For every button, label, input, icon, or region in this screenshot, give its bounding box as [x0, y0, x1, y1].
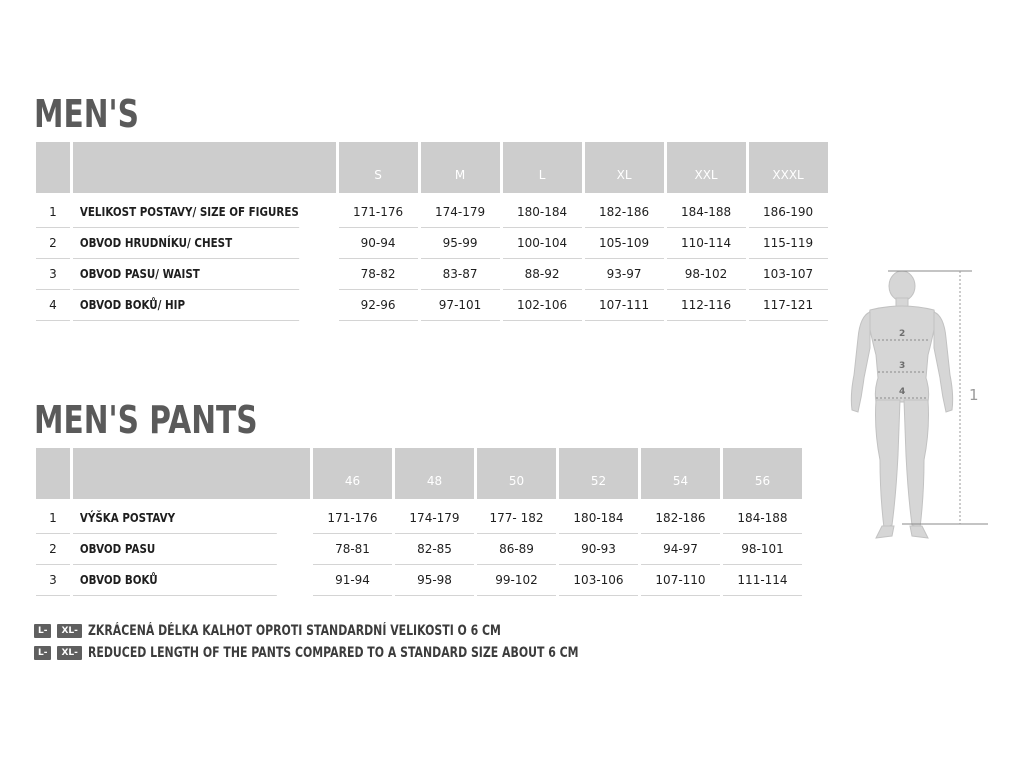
size-header: S	[339, 142, 418, 193]
row-number: 1	[36, 499, 70, 534]
note-text: REDUCED LENGTH OF THE PANTS COMPARED TO A STANDARD SIZE ABOUT 6 CM	[87, 645, 579, 661]
row-number: 4	[36, 290, 70, 321]
table-cell: 83-87	[421, 259, 500, 290]
size-header: 50	[477, 448, 556, 499]
table-cell: 174-179	[421, 193, 500, 228]
height-marker: 1	[969, 386, 979, 404]
row-number: 1	[36, 193, 70, 228]
table-cell: 110-114	[667, 228, 746, 259]
size-header: 52	[559, 448, 638, 499]
human-silhouette-icon	[851, 271, 952, 538]
table-cell: 88-92	[503, 259, 582, 290]
waist-marker: 3	[899, 361, 906, 371]
table-row	[36, 228, 828, 259]
size-header: XXL	[667, 142, 746, 193]
table-cell: 117-121	[749, 290, 828, 321]
table-cell: 115-119	[749, 228, 828, 259]
size-header: M	[421, 142, 500, 193]
size-badge-xl: XL-	[57, 624, 81, 638]
table-cell: 102-106	[503, 290, 582, 321]
table-cell: 107-111	[585, 290, 664, 321]
size-header: XL	[585, 142, 664, 193]
table-cell: 92-96	[339, 290, 418, 321]
mens-header-row	[36, 142, 828, 193]
row-label: OBVOD PASU/ WAIST	[73, 259, 299, 290]
table-cell: 103-106	[559, 565, 638, 596]
table-cell: 177- 182	[477, 499, 556, 534]
table-cell: 174-179	[395, 499, 474, 534]
table-row	[36, 193, 828, 228]
table-cell: 180-184	[503, 193, 582, 228]
table-cell: 90-94	[339, 228, 418, 259]
table-cell: 78-81	[313, 534, 392, 565]
size-header: XXXL	[749, 142, 828, 193]
table-cell: 94-97	[641, 534, 720, 565]
table-cell: 90-93	[559, 534, 638, 565]
row-label: OBVOD BOKŮ	[73, 565, 277, 596]
mens-title: MEN'S	[34, 92, 139, 136]
row-label: OBVOD PASU	[73, 534, 277, 565]
table-cell: 95-99	[421, 228, 500, 259]
table-cell: 99-102	[477, 565, 556, 596]
size-header: L	[503, 142, 582, 193]
row-label: OBVOD HRUDNÍKU/ CHEST	[73, 228, 299, 259]
header-index-cell	[36, 448, 70, 499]
table-cell: 86-89	[477, 534, 556, 565]
header-label-cell	[73, 448, 310, 499]
notes	[34, 620, 717, 664]
size-header: 46	[313, 448, 392, 499]
row-label: VELIKOST POSTAVY/ SIZE OF FIGURES	[73, 193, 299, 228]
size-header: 48	[395, 448, 474, 499]
size-badge-xl: XL-	[57, 646, 81, 660]
note-text: ZKRÁCENÁ DÉLKA KALHOT OPROTI STANDARDNÍ VELIKOSTI O 6 CM	[87, 623, 501, 639]
table-row	[36, 565, 802, 596]
table-cell: 186-190	[749, 193, 828, 228]
body-measurement-figure	[840, 260, 1000, 550]
table-row	[36, 290, 828, 321]
table-cell: 98-102	[667, 259, 746, 290]
table-cell: 97-101	[421, 290, 500, 321]
table-cell: 98-101	[723, 534, 802, 565]
row-number: 3	[36, 259, 70, 290]
size-badge-l: L-	[34, 624, 51, 638]
pants-header-row	[36, 448, 802, 499]
table-cell: 182-186	[641, 499, 720, 534]
table-cell: 103-107	[749, 259, 828, 290]
table-row	[36, 259, 828, 290]
table-cell: 184-188	[667, 193, 746, 228]
table-cell: 180-184	[559, 499, 638, 534]
row-number: 2	[36, 228, 70, 259]
table-cell: 171-176	[339, 193, 418, 228]
table-cell: 111-114	[723, 565, 802, 596]
table-cell: 112-116	[667, 290, 746, 321]
chest-marker: 2	[899, 329, 906, 339]
hip-marker: 4	[899, 387, 906, 397]
size-header: 56	[723, 448, 802, 499]
pants-size-table	[33, 448, 805, 596]
header-label-cell	[73, 142, 336, 193]
size-badge-l: L-	[34, 646, 51, 660]
table-row	[36, 499, 802, 534]
table-cell: 91-94	[313, 565, 392, 596]
note-english	[34, 642, 717, 664]
table-cell: 78-82	[339, 259, 418, 290]
mens-size-table	[33, 142, 831, 321]
row-number: 3	[36, 565, 70, 596]
table-cell: 107-110	[641, 565, 720, 596]
row-label: OBVOD BOKŮ/ HIP	[73, 290, 299, 321]
size-header: 54	[641, 448, 720, 499]
pants-title: MEN'S PANTS	[34, 398, 258, 442]
table-cell: 95-98	[395, 565, 474, 596]
table-cell: 100-104	[503, 228, 582, 259]
table-cell: 93-97	[585, 259, 664, 290]
table-cell: 82-85	[395, 534, 474, 565]
row-number: 2	[36, 534, 70, 565]
row-label: VÝŠKA POSTAVY	[73, 499, 277, 534]
note-czech	[34, 620, 717, 642]
table-cell: 105-109	[585, 228, 664, 259]
table-cell: 184-188	[723, 499, 802, 534]
table-row	[36, 534, 802, 565]
header-index-cell	[36, 142, 70, 193]
table-cell: 182-186	[585, 193, 664, 228]
table-cell: 171-176	[313, 499, 392, 534]
